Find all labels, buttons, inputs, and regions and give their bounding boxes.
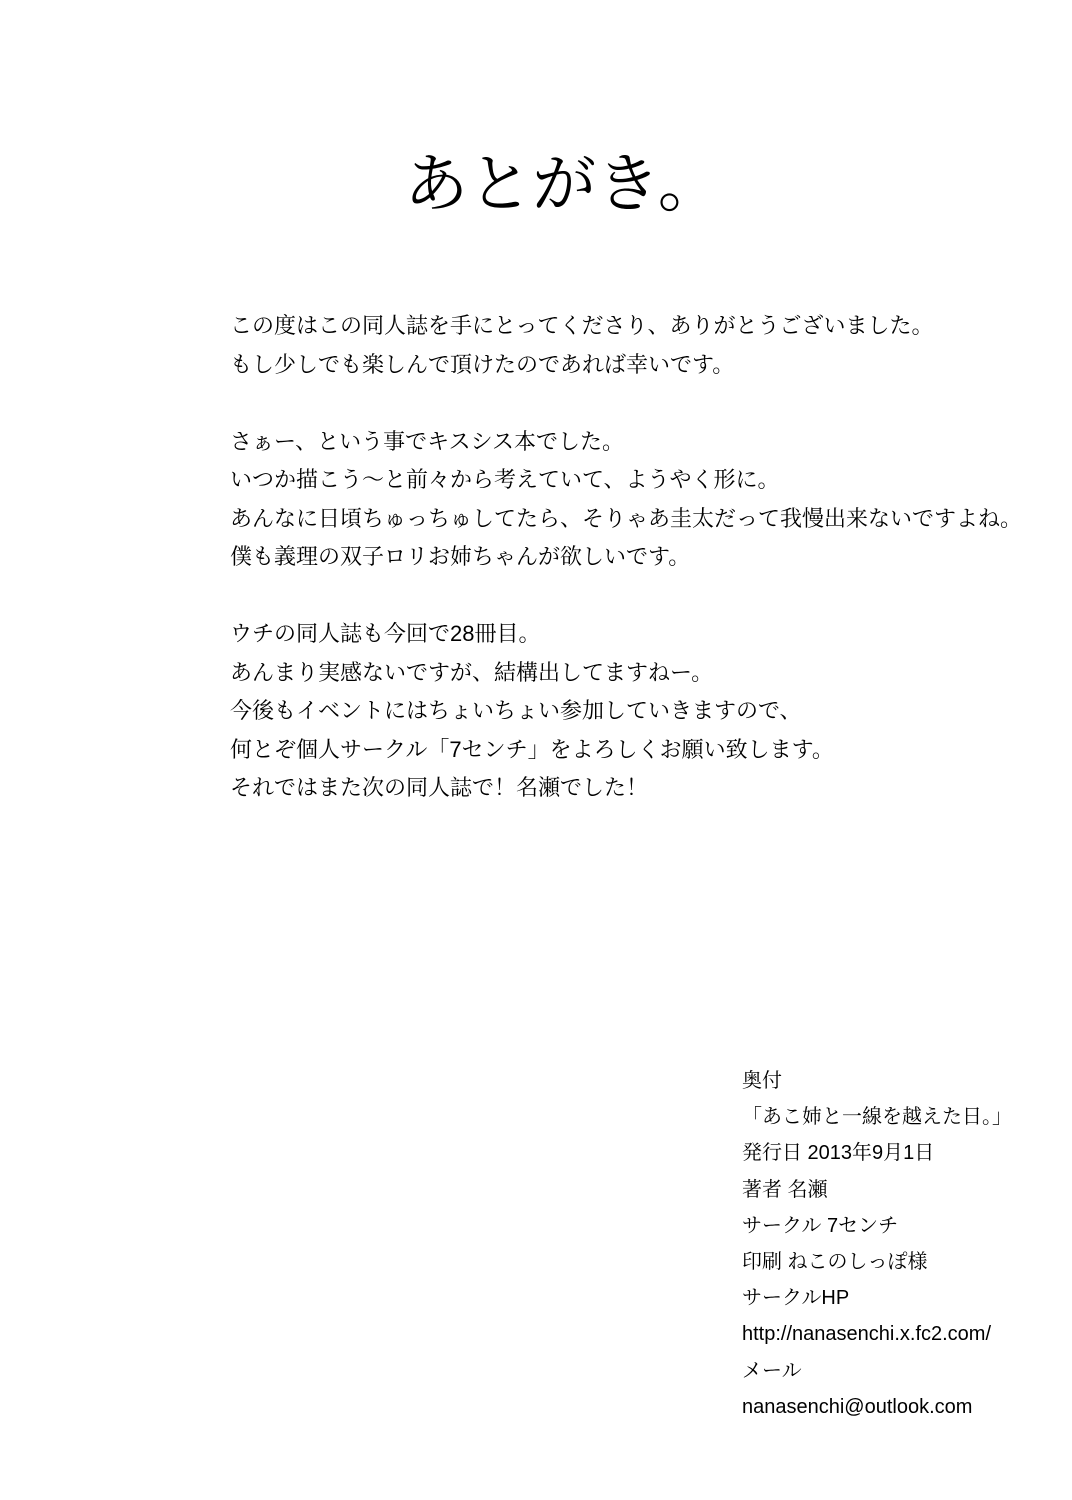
afterword-line: 何とぞ個人サークル「7センチ」をよろしくお願い致します。 (230, 736, 834, 762)
afterword-line: あんまり実感ないですが、結構出してますねー。 (230, 659, 714, 685)
page-title: あとがき。 (404, 147, 722, 220)
afterword-line: さぁー、という事でキスシス本でした。 (230, 428, 625, 454)
colophon-printer: 印刷 ねこのしっぽ様 (742, 1251, 928, 1274)
colophon-hp-url: http://nanasenchi.x.fc2.com/ (742, 1323, 992, 1346)
afterword-line: あんなに日頃ちゅっちゅしてたら、そりゃあ圭太だって我慢出来ないですよね。 (230, 505, 1023, 531)
afterword-line: この度はこの同人誌を手にとってくださり、ありがとうございました。 (230, 313, 934, 338)
colophon-publish-date: 発行日 2013年9月1日 (742, 1142, 935, 1165)
colophon-book-title: 「あこ姉と一線を越えた日。」 (742, 1106, 1012, 1129)
colophon-circle: サークル 7センチ (742, 1214, 899, 1237)
colophon (742, 1063, 1012, 1425)
afterword-line: それではまた次の同人誌で！名瀬でした！ (230, 775, 649, 800)
afterword-body (230, 307, 1022, 808)
colophon-hp-label: サークルHP (742, 1287, 850, 1310)
colophon-author: 著者 名瀬 (742, 1178, 828, 1201)
colophon-mail-label: メール (742, 1359, 802, 1382)
afterword-line: ウチの同人誌も今回で28冊目。 (230, 621, 541, 646)
afterword-line: いつか描こう～と前々から考えていて、ようやく形に。 (230, 467, 780, 492)
afterword-paragraph (230, 307, 1022, 384)
afterword-line: 僕も義理の双子ロリお姉ちゃんが欲しいです。 (230, 544, 691, 569)
afterword-line: 今後もイベントにはちょいちょい参加していきますので、 (230, 698, 802, 723)
afterword-paragraph (230, 423, 1022, 577)
afterword-line: もし少しでも楽しんで頂けたのであれば幸いです。 (230, 351, 735, 377)
afterword-paragraph (230, 615, 1022, 808)
colophon-heading: 奥付 (742, 1070, 782, 1092)
colophon-mail-address: nanasenchi@outlook.com (742, 1395, 973, 1418)
